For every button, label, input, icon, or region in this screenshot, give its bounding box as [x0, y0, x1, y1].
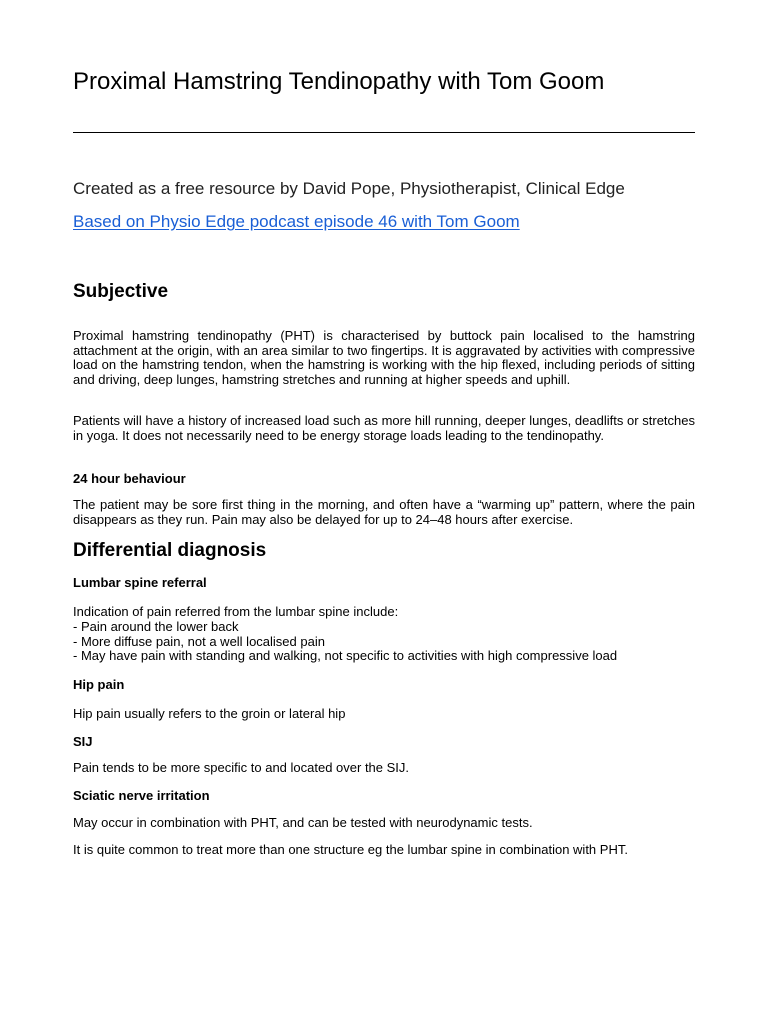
credit-line: Created as a free resource by David Pope, Physiotherapist, Clinical Edge [73, 179, 625, 198]
document-title: Proximal Hamstring Tendinopathy with Tom Goom [73, 68, 605, 95]
sciatic-note: It is quite common to treat more than one structure eg the lumbar spine in combination with PHT. [73, 842, 628, 857]
list-item: - May have pain with standing and walking, not specific to activities with high compressive load [73, 648, 618, 664]
list-item: - Pain around the lower back [73, 619, 239, 634]
list-item: - More diffuse pain, not a well localised pain [73, 633, 325, 649]
hip-pain-text: Hip pain usually refers to the groin or lateral hip [73, 706, 346, 721]
behaviour-text: The patient may be sore first thing in the morning, and often have a “warming up” pattern, where the pain disappears as they run. Pain may also be delayed for up to 24–48 hours after exercise. [73, 497, 695, 527]
lumbar-heading: Lumbar spine referral [73, 575, 207, 590]
podcast-source-link[interactable]: Based on Physio Edge podcast episode 46 with Tom Goom [73, 212, 520, 231]
behaviour-heading: 24 hour behaviour [73, 471, 186, 486]
subjective-heading: Subjective [73, 281, 169, 302]
sij-text: Pain tends to be more specific to and located over the SIJ. [73, 760, 410, 775]
sciatic-heading: Sciatic nerve irritation [73, 788, 210, 803]
hip-pain-heading: Hip pain [73, 677, 125, 692]
subjective-paragraph-2: Patients will have a history of increased load such as more hill running, deeper lunges, deadlifts or stretches in yoga. It does not necessarily need to be energy storage loads leading to the tendinopathy. [73, 413, 695, 443]
lumbar-intro: Indication of pain referred from the lumbar spine include: [73, 604, 399, 619]
lumbar-indications-list [73, 620, 617, 664]
sij-heading: SIJ [73, 734, 93, 749]
subjective-paragraph-1: Proximal hamstring tendinopathy (PHT) is characterised by buttock pain localised to the hamstring attachment at the origin, with an area similar to two fingertips. It is aggravated by activities with compressive load on the hamstring tendon, when the hamstring is working with the hip flexed, including periods of sitting and driving, deep lunges, hamstring stretches and running at higher speeds and uphill. [73, 328, 695, 387]
title-divider [73, 132, 695, 133]
sciatic-text: May occur in combination with PHT, and can be tested with neurodynamic tests. [73, 815, 533, 830]
differential-heading: Differential diagnosis [73, 540, 267, 561]
